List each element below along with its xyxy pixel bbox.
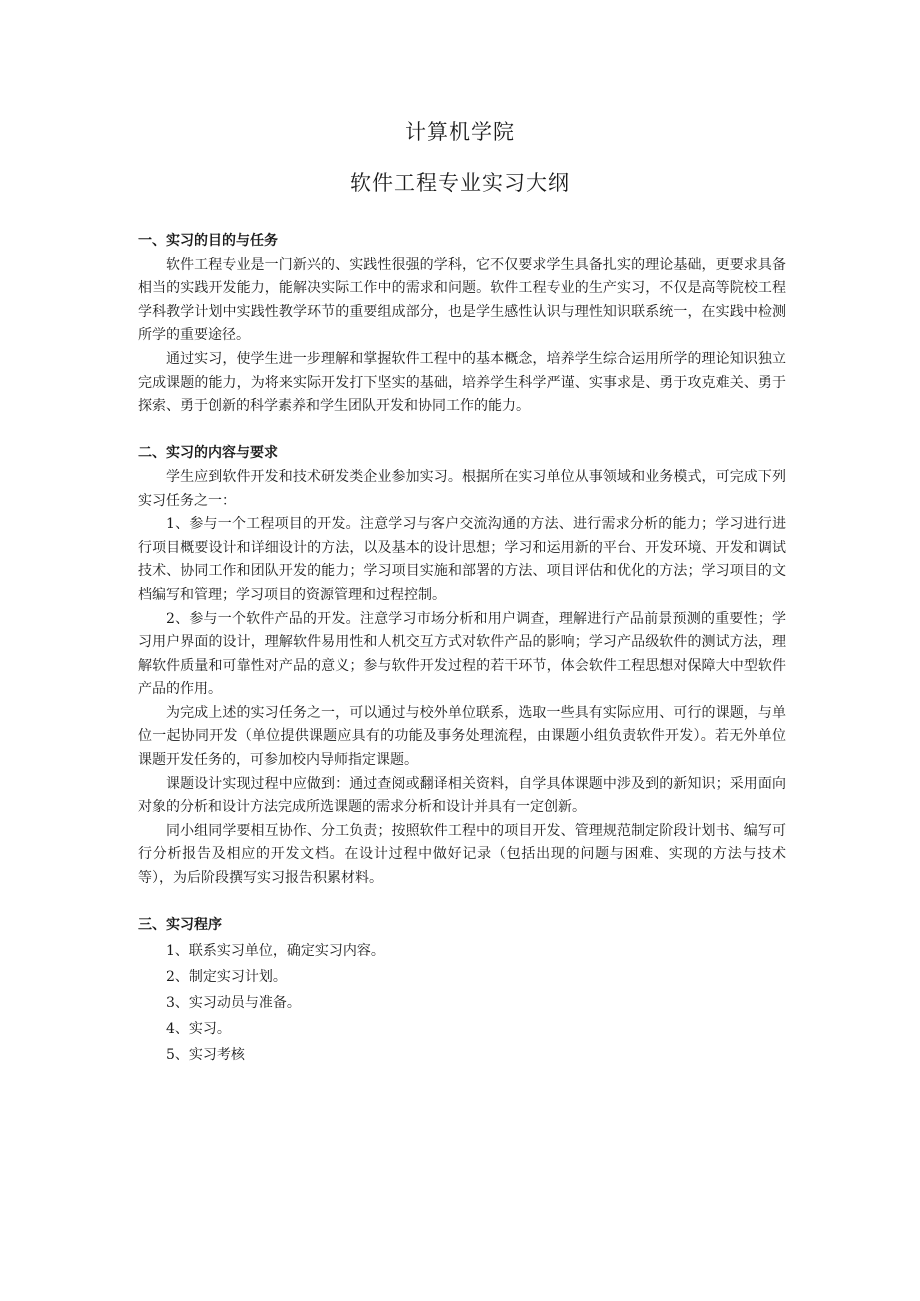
paragraph: 为完成上述的实习任务之一，可以通过与校外单位联系，选取一些具有实际应用、可行的课题，与单位一起协同开发（单位提供课题应具有的功能及事务处理流程，由课题小组负责软件开发）。若无外单位课题开发任务的，可参加校内导师指定课题。 (138, 704, 786, 769)
school-title: 计算机学院 (405, 120, 515, 144)
document-body (138, 230, 786, 1068)
paragraph: 课题设计实现过程中应做到：通过查阅或翻译相关资料，自学具体课题中涉及到的新知识；采用面向对象的分析和设计方法完成所选课题的需求分析和设计并具有一定创新。 (138, 775, 786, 816)
document-title: 软件工程专业实习大纲 (350, 171, 570, 195)
paragraph: 2、参与一个软件产品的开发。注意学习市场分析和用户调查，理解进行产品前景预测的重要性；学习用户界面的设计，理解软件易用性和人机交互方式对软件产品的影响；学习产品级软件的测试方法，理解软件质量和可靠性对产品的意义；参与软件开发过程的若干环节，体会软件工程思想对保障大中型软件产品的作用。 (138, 610, 786, 698)
section-heading: 一、实习的目的与任务 (138, 233, 278, 249)
list-item: 3、实习动员与准备。 (166, 994, 301, 1011)
section-content (138, 442, 786, 890)
section-heading: 二、实习的内容与要求 (138, 445, 278, 462)
list-item: 1、联系实习单位，确定实习内容。 (166, 942, 385, 959)
section-procedure (138, 914, 786, 1068)
list-item: 2、制定实习计划。 (166, 968, 287, 985)
list-item: 4、实习。 (166, 1020, 231, 1037)
paragraph: 1、参与一个工程项目的开发。注意学习与客户交流沟通的方法、进行需求分析的能力；学习进行进行项目概要设计和详细设计的方法，以及基本的设计思想；学习和运用新的平台、开发环境、开发和调试技术、协同工作和团队开发的能力；学习项目实施和部署的方法、项目评估和优化的方法；学习项目的文档编写和管理；学习项目的资源管理和过程控制。 (138, 516, 786, 603)
paragraph: 软件工程专业是一门新兴的、实践性很强的学科，它不仅要求学生具备扎实的理论基础，更要求具备相当的实践开发能力，能解决实际工作中的需求和问题。软件工程专业的生产实习，不仅是高等院校工程学科教学计划中实践性教学环节的重要组成部分，也是学生感性认识与理性知识联系统一，在实践中检测所学的重要途径。 (138, 256, 786, 344)
paragraph: 学生应到软件开发和技术研发类企业参加实习。根据所在实习单位从事领域和业务模式，可完成下列实习任务之一： (138, 468, 786, 509)
section-purpose (138, 230, 786, 419)
paragraph: 同小组同学要相互协作、分工负责；按照软件工程中的项目开发、管理规范制定阶段计划书、编写可行分析报告及相应的开发文档。在设计过程中做好记录（包括出现的问题与困难、实现的方法与技术等），为后阶段撰写实习报告积累材料。 (138, 822, 786, 887)
paragraph: 通过实习，使学生进一步理解和掌握软件工程中的基本概念，培养学生综合运用所学的理论知识独立完成课题的能力，为将来实际开发打下坚实的基础，培养学生科学严谨、实事求是、勇于攻克难关、勇于探索、勇于创新的科学素养和学生团队开发和协同工作的能力。 (138, 350, 786, 415)
section-heading: 三、实习程序 (138, 917, 222, 934)
list-item: 5、实习考核 (166, 1046, 245, 1063)
